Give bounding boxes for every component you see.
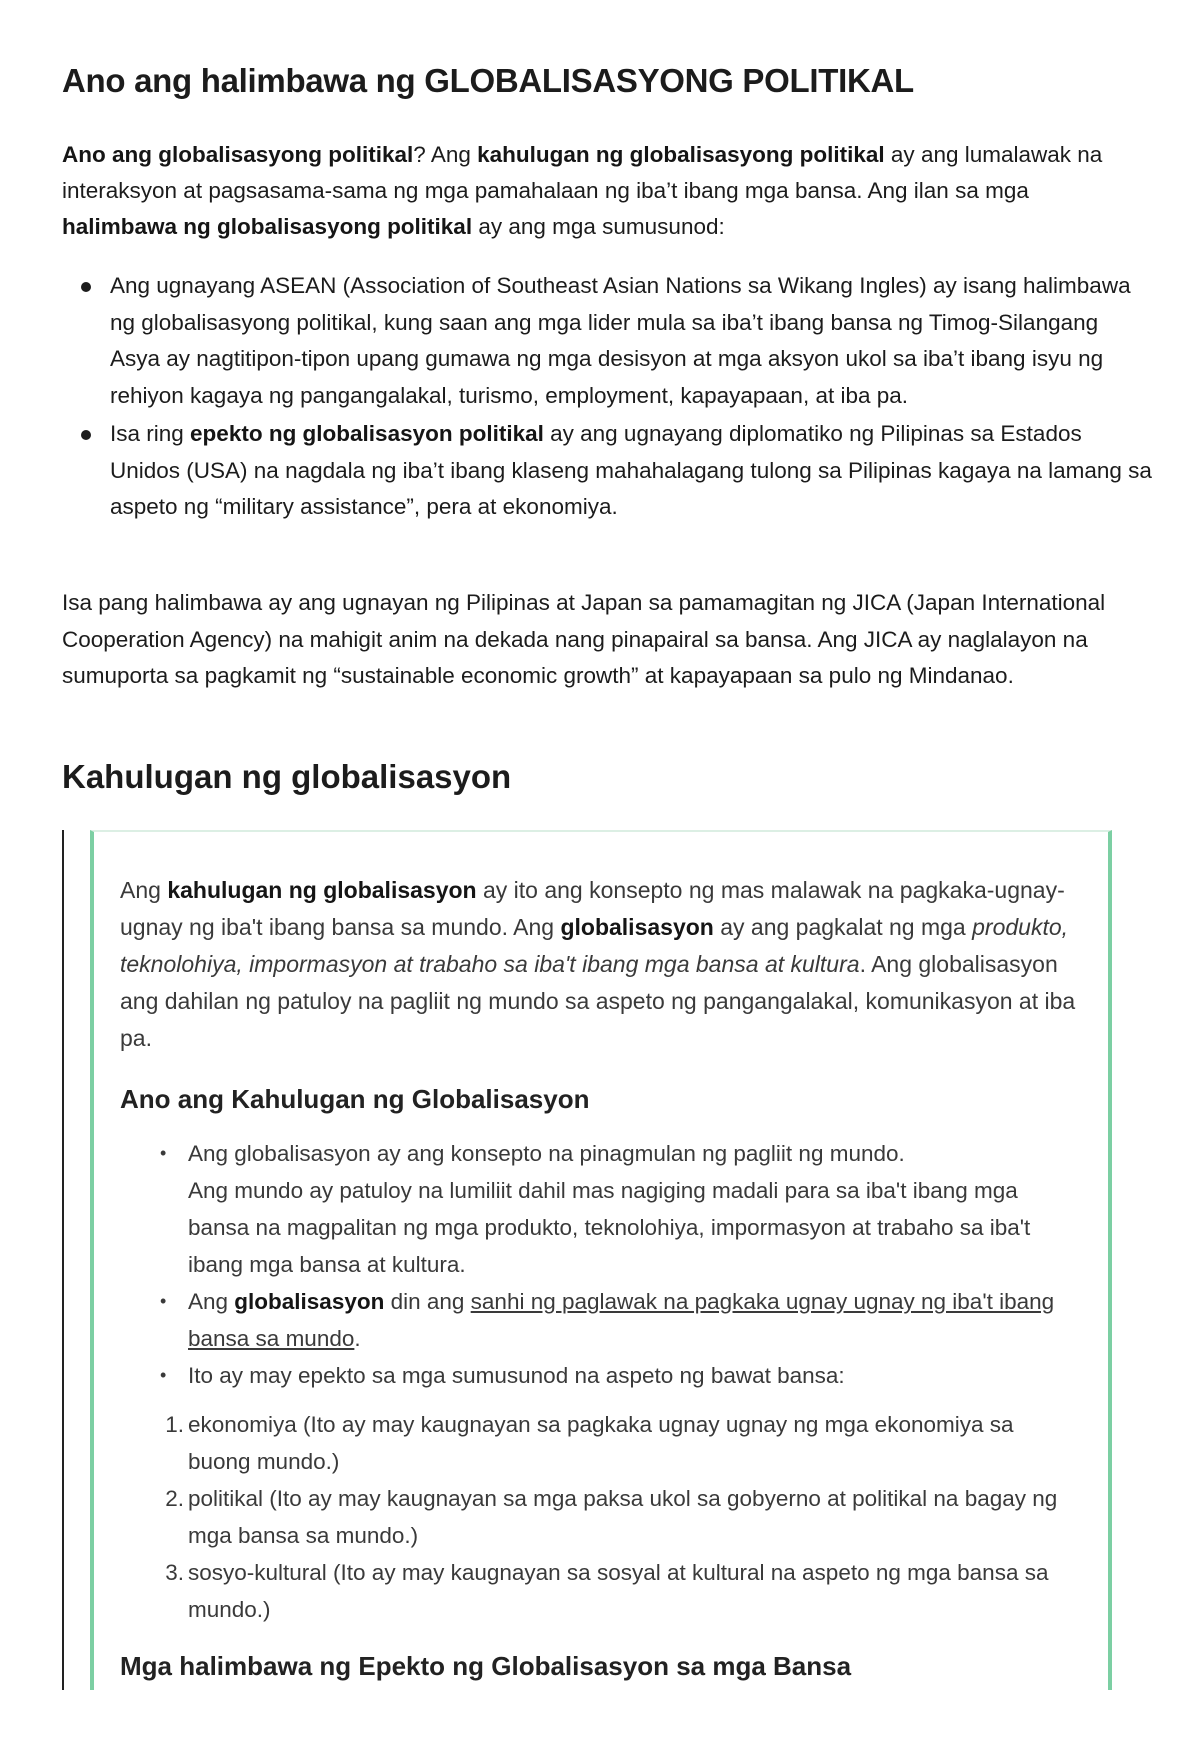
examples-list	[62, 268, 1152, 526]
embed-heading: Ano ang Kahulugan ng Globalisasyon	[120, 1084, 590, 1114]
underlined-text: sanhi ng paglawak na pagkaka ugnay ugnay ng iba't ibang bansa sa mundo	[188, 1289, 1055, 1351]
list-item: • Ito ay may epekto sa mga sumusunod na aspeto ng bawat bansa:	[120, 1357, 1080, 1394]
intro-example-term: halimbawa ng globalisasyong politikal	[62, 214, 473, 239]
list-item: 3. sosyo-kultural (Ito ay may kaugnayan sa sosyal at kultural na aspeto ng mga bansa sa mundo.)	[165, 1560, 1049, 1622]
intro-definition-term: kahulugan ng globalisasyong politikal	[477, 142, 885, 167]
embed-bullet-list	[120, 1135, 1080, 1394]
embed-numbered-list	[120, 1406, 1080, 1628]
list-item: Isa ring epekto ng globalisasyon politikal ay ang ugnayang diplomatiko ng Pilipinas sa Estados Unidos (USA) na nagdala ng iba’t ibang klaseng mahahalagang tulong sa Pilipinas kagaya na lamang sa aspeto ng “military assistance”, pera at ekonomiya.	[62, 416, 1152, 526]
embed-definition: Ang kahulugan ng globalisasyon ay ito ang konsepto ng mas malawak na pagkaka-ugnay-ugnay ng iba't ibang bansa sa mundo. Ang globalisasyon ay ang pagkalat ng mga produkto, teknolohiya, impormasyon at trabaho sa iba't ibang mga bansa at kultura. Ang globalisasyon ang dahilan ng patuloy na pagliit ng mundo sa aspeto ng pangangalakal, komunikasyon at iba pa.	[120, 877, 1076, 1051]
blockquote-rule	[62, 830, 64, 1690]
list-item: 2. politikal (Ito ay may kaugnayan sa mga paksa ukol sa gobyerno at politikal na bagay ng mga bansa sa mundo.)	[165, 1486, 1058, 1548]
list-item: • Ang globalisasyon din ang sanhi ng paglawak na pagkaka ugnay ugnay ng iba't ibang bansa sa mundo.	[120, 1283, 1080, 1357]
list-item: Ang ugnayang ASEAN (Association of Southeast Asian Nations sa Wikang Ingles) ay isang halimbawa ng globalisasyong politikal, kung saan ang mga lider mula sa iba’t ibang bansa ng Timog-Silangang Asya ay nagtitipon-tipon upang gumawa ng mga desisyon at mga aksyon ukol sa iba’t ibang isyu ng rehiyon kagaya ng pangangalakal, turismo, employment, kapayapaan, at iba pa.	[62, 268, 1152, 414]
list-item: 1. ekonomiya (Ito ay may kaugnayan sa pagkaka ugnay ugnay ng mga ekonomiya sa buong mundo.)	[165, 1412, 1014, 1474]
intro-question: Ano ang globalisasyong politikal	[62, 142, 414, 167]
list-item: • Ang globalisasyon ay ang konsepto na pinagmulan ng pagliit ng mundo. Ang mundo ay patuloy na lumiliit dahil mas nagiging madali para sa iba't ibang mga bansa na magpalitan ng mga produkto, teknolohiya, impormasyon at trabaho sa iba't ibang mga bansa at kultura.	[120, 1135, 1080, 1283]
page-title: Ano ang halimbawa ng GLOBALISASYONG POLITIKAL	[62, 62, 914, 99]
embedded-screenshot	[90, 830, 1112, 1690]
jica-paragraph: Isa pang halimbawa ay ang ugnayan ng Pilipinas at Japan sa pamamagitan ng JICA (Japan International Cooperation Agency) na mahigit anim na dekada nang pinapairal sa bansa. Ang JICA ay naglalayon na sumuporta sa pagkamit ng “sustainable economic growth” at kapayapaan sa pulo ng Mindanao.	[62, 590, 1106, 688]
section-heading: Kahulugan ng globalisasyon	[62, 758, 512, 795]
intro-paragraph: Ano ang globalisasyong politikal? Ang kahulugan ng globalisasyong politikal ay ang lumalawak na interaksyon at pagsasama-sama ng mga pamahalaan ng iba’t ibang mga bansa. Ang ilan sa mga halimbawa ng globalisasyong politikal ay ang mga sumusunod:	[62, 142, 1103, 239]
embed-subheading: Mga halimbawa ng Epekto ng Globalisasyon sa mga Bansa	[120, 1651, 852, 1681]
